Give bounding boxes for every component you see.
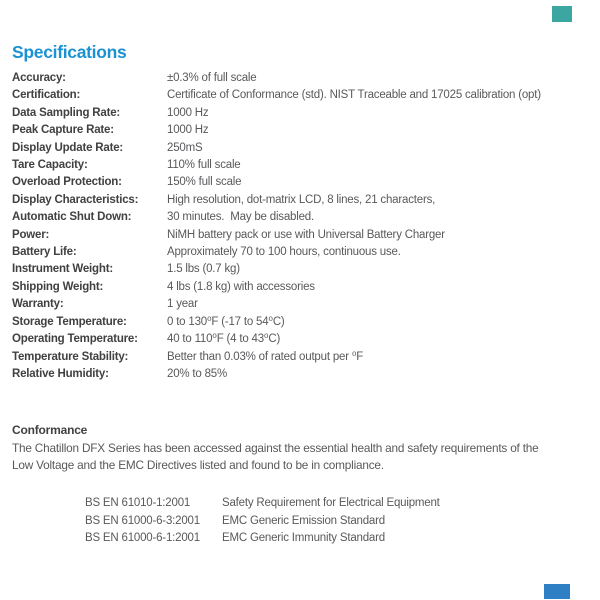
spec-row-tare-capacity <box>12 157 590 174</box>
spec-row-overload-protection <box>12 174 590 191</box>
spec-label: Battery Life: <box>12 246 77 259</box>
specifications-heading: Specifications <box>12 42 127 62</box>
spec-label: Storage Temperature: <box>12 315 127 328</box>
spec-label: Tare Capacity: <box>12 159 88 172</box>
corner-accent-blue-icon <box>544 584 570 599</box>
standard-code: BS EN 61010-1:2001 <box>85 497 191 510</box>
spec-value: 1000 Hz <box>167 106 209 119</box>
spec-row-relative-humidity <box>12 366 590 383</box>
spec-label: Instrument Weight: <box>12 263 113 276</box>
conformance-body-line-1: The Chatillon DFX Series has been accessed against the essential health and safety requirements of the <box>12 441 539 456</box>
spec-row-temperature-stability <box>12 349 590 366</box>
spec-value: 30 minutes. May be disabled. <box>167 211 314 224</box>
spec-label: Certification: <box>12 89 81 102</box>
spec-value: Approximately 70 to 100 hours, continuous use. <box>167 246 401 259</box>
conformance-body <box>12 440 590 473</box>
spec-value: High resolution, dot-matrix LCD, 8 lines, 21 characters, <box>167 193 436 206</box>
spec-row-battery-life <box>12 244 590 261</box>
spec-label: Data Sampling Rate: <box>12 106 121 119</box>
spec-label: Automatic Shut Down: <box>12 211 132 224</box>
standards-list <box>85 495 590 547</box>
spec-row-data-sampling-rate <box>12 105 590 122</box>
standard-description: EMC Generic Emission Standard <box>222 514 385 527</box>
spec-value: Certificate of Conformance (std). NIST Traceable and 17025 calibration (opt) <box>167 89 541 102</box>
spec-row-storage-temperature <box>12 314 590 331</box>
standard-code: BS EN 61000-6-3:2001 <box>85 514 200 527</box>
spec-value: 110% full scale <box>167 159 241 172</box>
spec-label: Relative Humidity: <box>12 367 109 380</box>
spec-row-display-characteristics <box>12 192 590 209</box>
standard-code: BS EN 61000-6-1:2001 <box>85 531 200 544</box>
spec-row-display-update-rate <box>12 140 590 157</box>
spec-value: ±0.3% of full scale <box>167 72 257 84</box>
spec-value: 150% full scale <box>167 176 242 189</box>
spec-row-operating-temperature <box>12 331 590 348</box>
spec-value: 1000 Hz <box>167 124 209 137</box>
spec-row-shipping-weight <box>12 279 590 296</box>
standard-row-emission <box>85 513 590 530</box>
spec-label: Accuracy: <box>12 72 66 84</box>
spec-value: 4 lbs (1.8 kg) with accessories <box>167 280 315 293</box>
spec-value: 250mS <box>167 141 203 154</box>
spec-row-peak-capture-rate <box>12 122 590 139</box>
spec-label: Power: <box>12 228 50 241</box>
spec-value: Better than 0.03% of rated output per ⁰F <box>167 350 364 363</box>
specifications-table <box>12 70 590 383</box>
conformance-body-line-2: Low Voltage and the EMC Directives listed and found to be in compliance. <box>12 457 384 472</box>
spec-row-instrument-weight <box>12 261 590 278</box>
spec-label: Display Update Rate: <box>12 141 124 154</box>
spec-value: 1.5 lbs (0.7 kg) <box>167 263 240 276</box>
conformance-section <box>12 423 590 547</box>
spec-label: Overload Protection: <box>12 176 122 189</box>
page-content <box>12 42 590 547</box>
standard-description: Safety Requirement for Electrical Equipment <box>222 497 440 510</box>
spec-label: Display Characteristics: <box>12 193 139 206</box>
spec-label: Warranty: <box>12 298 64 311</box>
spec-label: Shipping Weight: <box>12 280 104 293</box>
spec-value: NiMH battery pack or use with Universal Battery Charger <box>167 228 445 241</box>
spec-row-certification <box>12 87 590 104</box>
spec-label: Temperature Stability: <box>12 350 129 363</box>
conformance-heading: Conformance <box>12 423 88 438</box>
corner-accent-teal-icon <box>552 6 572 22</box>
spec-value: 1 year <box>167 298 198 311</box>
spec-label: Operating Temperature: <box>12 333 138 346</box>
spec-label: Peak Capture Rate: <box>12 124 114 137</box>
standard-row-safety <box>85 495 590 512</box>
spec-value: 20% to 85% <box>167 367 228 380</box>
spec-value: 0 to 130⁰F (-17 to 54⁰C) <box>167 315 285 328</box>
spec-row-power <box>12 227 590 244</box>
spec-row-automatic-shut-down <box>12 209 590 226</box>
standard-description: EMC Generic Immunity Standard <box>222 531 385 544</box>
spec-row-warranty <box>12 296 590 313</box>
spec-row-accuracy <box>12 70 590 87</box>
spec-value: 40 to 110⁰F (4 to 43⁰C) <box>167 333 281 346</box>
standard-row-immunity <box>85 530 590 547</box>
